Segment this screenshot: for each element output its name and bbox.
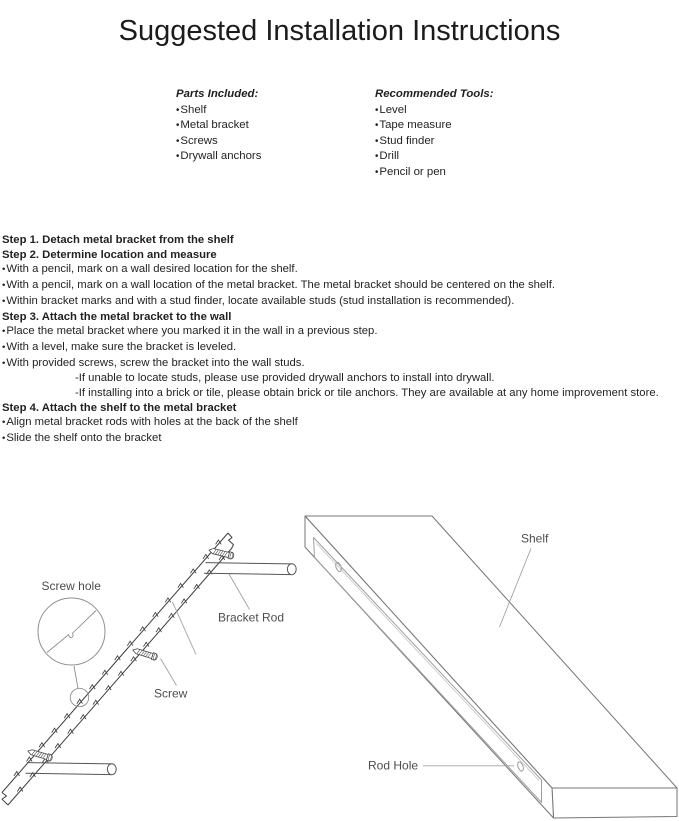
bracket-rod-leader bbox=[229, 574, 250, 610]
page-title: Suggested Installation Instructions bbox=[118, 15, 561, 48]
step-heading: Step 2. Determine location and measure bbox=[2, 248, 217, 261]
parts-list bbox=[176, 103, 261, 165]
step-detail: • With provided screws, screw the bracket into the wall studs. bbox=[2, 356, 678, 372]
bracket-rod-label: Bracket Rod bbox=[218, 610, 285, 625]
list-item: • Screws bbox=[176, 134, 261, 150]
step-detail: • Place the metal bracket where you marked it in the wall in a previous step. bbox=[2, 324, 678, 340]
step-detail: • Within bracket marks and with a stud finder, locate available studs (stud installation is recommended). bbox=[2, 294, 678, 310]
list-item: • Stud finder bbox=[375, 134, 494, 150]
step-detail: -If unable to locate studs, please use provided drywall anchors to install into drywall. bbox=[75, 372, 495, 385]
screw-hole-magnifier bbox=[38, 598, 105, 707]
step-heading: Step 4. Attach the shelf to the metal bracket bbox=[2, 401, 237, 414]
step-detail: • Slide the shelf onto the bracket bbox=[2, 431, 678, 447]
metal-bracket-strip bbox=[2, 533, 234, 805]
list-item: • Metal bracket bbox=[176, 118, 261, 134]
list-item: • Tape measure bbox=[375, 118, 494, 134]
shelf-drawing bbox=[305, 516, 677, 818]
step-detail: • With a pencil, mark on a wall location of the metal bracket. The metal bracket should be centered on the shelf. bbox=[2, 278, 678, 294]
bracket-pointer-line bbox=[173, 602, 197, 655]
screw-icon-top bbox=[208, 547, 234, 560]
step-detail: -If installing into a brick or tile, please obtain brick or tile anchors. They are available at any home improvement store. bbox=[75, 387, 659, 400]
list-item: • Shelf bbox=[176, 103, 261, 119]
step-detail: • Align metal bracket rods with holes at the back of the shelf bbox=[2, 415, 678, 431]
parts-heading: Parts Included: bbox=[176, 88, 259, 100]
steps-section bbox=[2, 233, 678, 447]
step-heading: Step 3. Attach the metal bracket to the wall bbox=[2, 310, 232, 323]
step-detail: • With a level, make sure the bracket is leveled. bbox=[2, 340, 678, 356]
tools-heading: Recommended Tools: bbox=[375, 88, 494, 100]
list-item: • Drill bbox=[375, 149, 494, 165]
screw-leader bbox=[161, 659, 177, 686]
list-item: • Level bbox=[375, 103, 494, 119]
shelf-label: Shelf bbox=[521, 531, 549, 546]
recommended-tools-section bbox=[375, 87, 494, 181]
tools-list bbox=[375, 103, 494, 181]
list-item: • Pencil or pen bbox=[375, 165, 494, 181]
rod-hole-label: Rod Hole bbox=[368, 758, 419, 773]
screw-label: Screw bbox=[154, 686, 188, 701]
step-detail: • With a pencil, mark on a wall desired location for the shelf. bbox=[2, 262, 678, 278]
shelf-end-face bbox=[552, 788, 677, 818]
installation-diagram bbox=[0, 490, 679, 821]
step-heading: Step 1. Detach metal bracket from the shelf bbox=[2, 234, 234, 246]
screw-hole-label: Screw hole bbox=[41, 579, 101, 593]
list-item: • Drywall anchors bbox=[176, 149, 261, 165]
parts-included-section bbox=[176, 87, 261, 165]
